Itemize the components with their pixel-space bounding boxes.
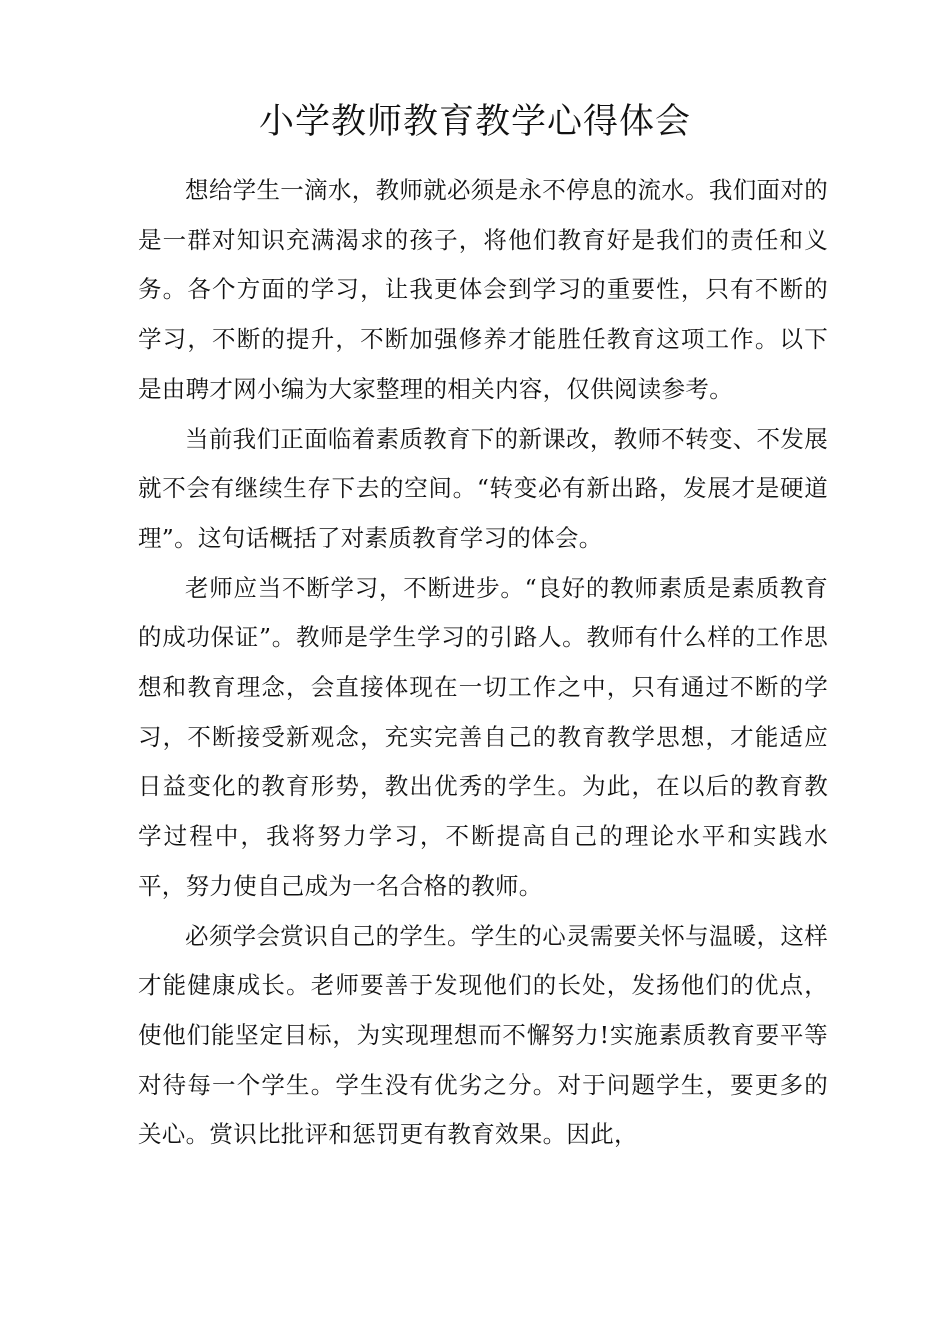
document-body — [138, 166, 828, 1160]
document-title: 小学教师教育教学心得体会 — [258, 102, 691, 142]
paragraph: 当前我们正面临着素质教育下的新课改，教师不转变、不发展就不会有继续生存下去的空间。“转变必有新出路，发展才是硬道理”。这句话概括了对素质教育学习的体会。 — [138, 424, 828, 552]
paragraph: 必须学会赏识自己的学生。学生的心灵需要关怀与温暖，这样才能健康成长。老师要善于发现他们的长处，发扬他们的优点，使他们能坚定目标，为实现理想而不懈努力!实施素质教育要平等对待每一个学生。学生没有优劣之分。对于问题学生，要更多的关心。赏识比批评和惩罚更有教育效果。因此， — [138, 921, 828, 1149]
paragraph: 老师应当不断学习，不断进步。“良好的教师素质是素质教育的成功保证”。教师是学生学习的引路人。教师有什么样的工作思想和教育理念，会直接体现在一切工作之中，只有通过不断的学习，不断接受新观念，充实完善自己的教育教学思想，才能适应日益变化的教育形势，教出优秀的学生。为此，在以后的教育教学过程中，我将努力学习，不断提高自己的理论水平和实践水平，努力使自己成为一名合格的教师。 — [138, 573, 828, 900]
paragraph: 想给学生一滴水，教师就必须是永不停息的流水。我们面对的是一群对知识充满渴求的孩子，将他们教育好是我们的责任和义务。各个方面的学习，让我更体会到学习的重要性，只有不断的学习，不断的提升，不断加强修养才能胜任教育这项工作。以下是由聘才网小编为大家整理的相关内容，仅供阅读参考。 — [138, 176, 828, 403]
